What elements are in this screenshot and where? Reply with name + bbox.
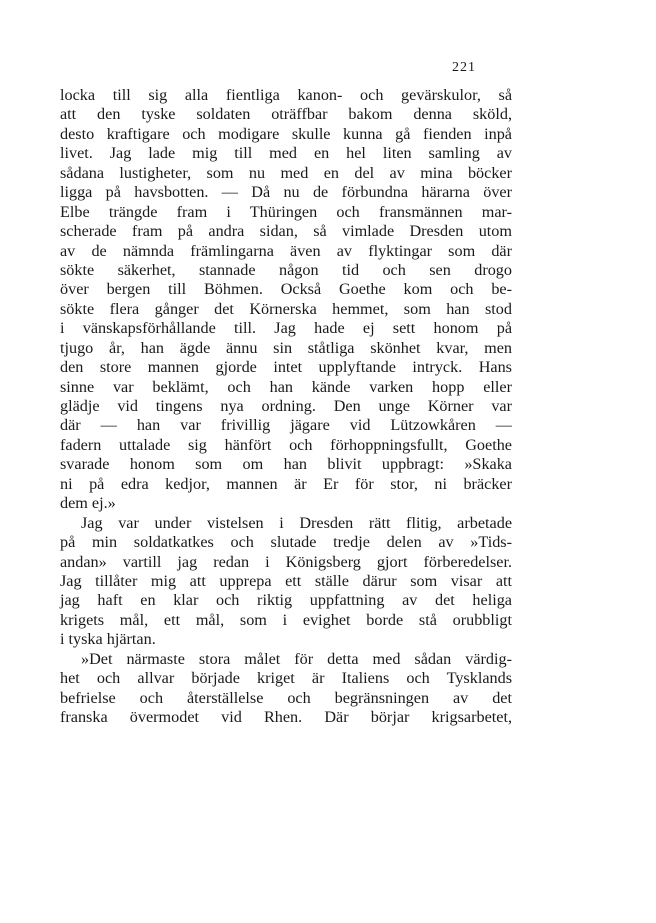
text-line: sådana lustigheter, som nu med en del av mina böcker xyxy=(60,163,512,182)
text-line: där — han var frivillig jägare vid Lützowkåren — xyxy=(60,416,512,435)
text-line: svarade honom som om han blivit uppbragt: »Skaka xyxy=(60,455,512,474)
text-line: krigets mål, ett mål, som i evighet borde stå orubbligt xyxy=(60,610,512,629)
text-line: på min soldatkatkes och slutade tredje delen av »Tids- xyxy=(60,533,512,552)
text-line: fadern uttalade sig hänfört och förhoppningsfullt, Goethe xyxy=(60,435,512,454)
text-line: glädje vid tingens nya ordning. Den unge Körner var xyxy=(60,397,512,415)
text-line: av de nämnda främlingarna även av flyktingar som där xyxy=(60,241,512,260)
text-line: befrielse och återställelse och begränsningen av det xyxy=(60,688,512,707)
text-line: sökte flera gånger det Körnerska hemmet, som han stod xyxy=(60,299,512,318)
text-line: jag haft en klar och riktig uppfattning av det heliga xyxy=(60,591,512,610)
body-text xyxy=(60,86,512,727)
text-line: scherade fram på andra sidan, så vimlade Dresden utom xyxy=(60,222,512,241)
text-line: andan» vartill jag redan i Königsberg gjort förberedelser. xyxy=(60,552,512,571)
text-line: het och allvar började kriget är Italiens och Tysklands xyxy=(60,669,512,688)
text-line: Jag var under vistelsen i Dresden rätt flitig, arbetade xyxy=(81,513,512,532)
text-line: franska övermodet vid Rhen. Där börjar krigsarbetet, xyxy=(60,708,512,726)
text-line: tjugo år, han ägde ännu sin ståtliga skönhet kvar, men xyxy=(60,338,512,357)
text-line: »Det närmaste stora målet för detta med sådan värdig- xyxy=(81,649,512,668)
text-line: ligga på havsbotten. — Då nu de förbundna härarna över xyxy=(60,183,512,202)
text-line: desto kraftigare och modigare skulle kunna gå fienden inpå xyxy=(60,124,512,143)
text-line: den store mannen gjorde intet upplyftande intryck. Hans xyxy=(60,358,512,377)
text-line: locka till sig alla fientliga kanon- och gevärskulor, så xyxy=(60,86,512,104)
text-line: livet. Jag lade mig till med en hel liten samling av xyxy=(60,144,512,163)
text-line: Jag tillåter mig att upprepa ett ställe därur som visar att xyxy=(60,571,512,590)
text-line: sökte säkerhet, stannade någon tid och sen drogo xyxy=(60,260,512,279)
text-line: att den tyske soldaten oträffbar bakom denna sköld, xyxy=(60,105,512,124)
text-line: dem ej.» xyxy=(60,494,116,513)
text-line: i tyska hjärtan. xyxy=(60,630,156,649)
text-line: Elbe trängde fram i Thüringen och fransmännen mar- xyxy=(60,202,512,221)
text-line: i vänskapsförhållande till. Jag hade ej sett honom på xyxy=(60,319,512,338)
text-line: sinne var beklämt, och han kände varken hopp eller xyxy=(60,377,512,396)
page-number: 221 xyxy=(452,60,476,75)
text-line: ni på edra kedjor, mannen är Er för stor, ni bräcker xyxy=(60,474,512,493)
text-line: över bergen till Böhmen. Också Goethe kom och be- xyxy=(60,280,512,299)
